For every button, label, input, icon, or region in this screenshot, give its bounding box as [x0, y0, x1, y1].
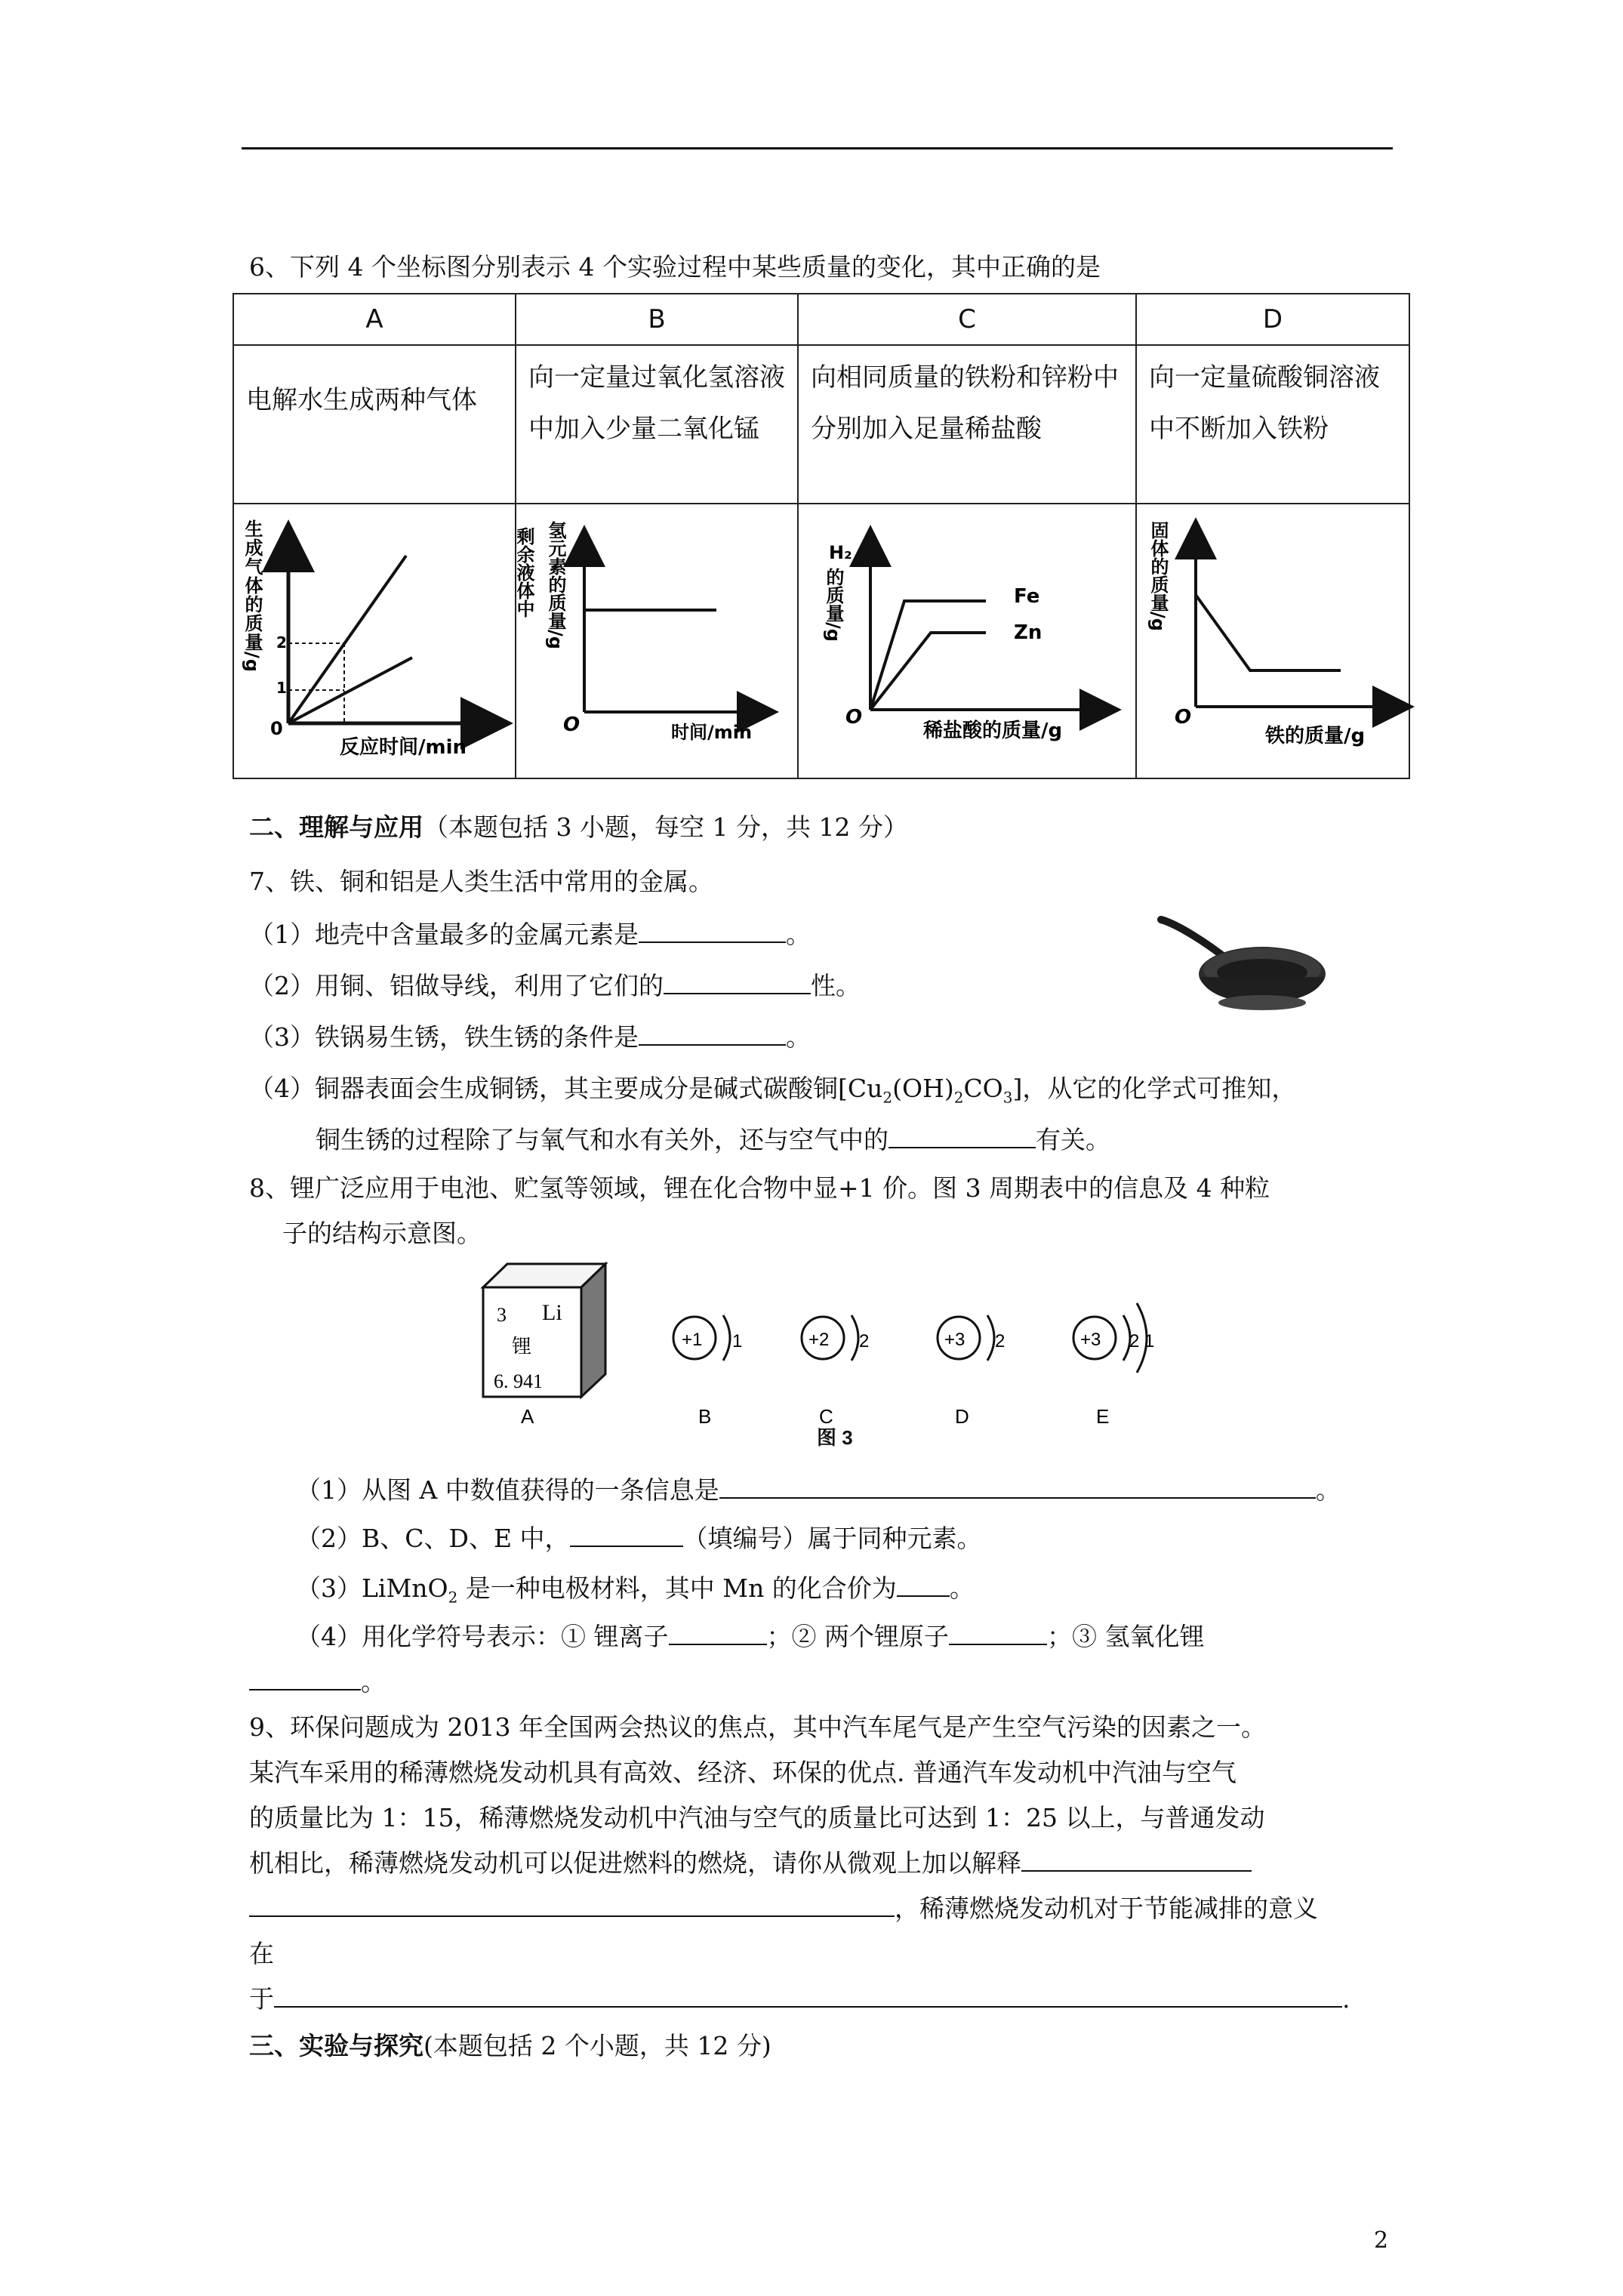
graph-d-origin: O	[1175, 706, 1192, 729]
particle-c	[802, 1315, 869, 1428]
q8-blank-6[interactable]	[249, 1666, 361, 1690]
svg-text:+3: +3	[944, 1330, 965, 1350]
q6-graph-a	[233, 504, 516, 778]
graph-d-ylabel: 固体的质量/g	[1147, 521, 1169, 631]
q6-stem: 6、下列 4 个坐标图分别表示 4 个实验过程中某些质量的变化，其中正确的是	[249, 252, 1101, 282]
svg-text:锂: 锂	[512, 1336, 532, 1358]
q6-col-c: C	[798, 294, 1136, 345]
svg-text:+2: +2	[808, 1330, 830, 1350]
q6-desc-a: 电解水生成两种气体	[233, 345, 516, 504]
q8-part3: （3）LiMnO$_2$ 是一种电极材料，其中 Mn 的化合价为 。	[296, 1573, 975, 1607]
graph-b-ylabel-left: 剩余液体中	[513, 527, 534, 618]
particle-e	[1073, 1303, 1154, 1428]
svg-text:3: 3	[497, 1304, 507, 1326]
q8-part4: （4）用化学符号表示：① 锂离子 ；② 两个锂原子 ；③ 氢氧化锂	[296, 1622, 1205, 1651]
section3-heading: 三、实验与探究(本题包括 2 个小题，共 12 分)	[249, 2031, 771, 2060]
header-rule	[242, 147, 1393, 149]
q6-desc-b: 向一定量过氧化氢溶液中加入少量二氧化锰	[516, 345, 798, 504]
svg-text:1: 1	[732, 1331, 743, 1351]
figure-3	[468, 1253, 1193, 1450]
q8-part2: （2）B、C、D、E 中， （填编号）属于同种元素。	[296, 1524, 982, 1553]
q8-stem-2: 子的结构示意图。	[282, 1219, 482, 1248]
graph-d-xlabel: 铁的质量/g	[1265, 725, 1366, 747]
graph-a-tick-2: 2	[276, 633, 287, 652]
svg-text:B: B	[698, 1405, 712, 1428]
page-number: 2	[1374, 2227, 1389, 2254]
q6-desc-d: 向一定量硫酸铜溶液中不断加入铁粉	[1136, 345, 1409, 504]
q8-blank-2[interactable]	[570, 1523, 683, 1547]
q7-part4: （4）铜器表面会生成铜锈，其主要成分是碱式碳酸铜$[Cu_2(OH)_2CO_3]$，从它的化学式可推知，	[249, 1074, 1297, 1107]
q7-blank-1[interactable]	[639, 919, 786, 943]
q8-stem-1: 8、锂广泛应用于电池、贮氢等领域，锂在化合物中显+1 价。图 3 周期表中的信息及 4 种粒	[249, 1173, 1270, 1203]
svg-text:6. 941: 6. 941	[494, 1370, 543, 1392]
svg-text:E: E	[1096, 1405, 1110, 1428]
q7-blank-3[interactable]	[639, 1022, 786, 1046]
q6-col-d: D	[1136, 294, 1409, 345]
figure-3-caption: 图 3	[817, 1426, 853, 1449]
graph-c-ylabel-top: H₂	[829, 542, 852, 563]
q9-line-5: ，稀薄燃烧发动机对于节能减排的意义	[249, 1892, 1318, 1925]
graph-c-xlabel: 稀盐酸的质量/g	[923, 720, 1063, 742]
q6-graph-b	[513, 504, 798, 778]
q7-blank-4[interactable]	[888, 1124, 1036, 1148]
svg-text:D: D	[955, 1405, 969, 1428]
q7-part4-line2: 铜生锈的过程除了与氧气和水有关外，还与空气中的 有关。	[316, 1125, 1110, 1154]
q8-part1: （1）从图 A 中数值获得的一条信息是 。	[296, 1475, 1341, 1505]
particle-b	[673, 1315, 742, 1428]
q9-line-7: 于 .	[249, 1984, 1350, 2014]
q9-line-1: 9、环保问题成为 2013 年全国两会热议的焦点，其中汽车尾气是产生空气污染的因素之一。	[249, 1712, 1266, 1742]
q8-part4-line2: 。	[249, 1666, 386, 1699]
q9-blank-2[interactable]	[249, 1893, 895, 1917]
q8-blank-5[interactable]	[949, 1621, 1047, 1645]
q7-blank-2[interactable]	[664, 970, 811, 994]
q6-col-a: A	[233, 294, 516, 345]
q7-stem: 7、铁、铜和铝是人类生活中常用的金属。	[249, 867, 713, 896]
graph-b-ylabel-right: 氢元素的质量/g	[545, 521, 566, 649]
graph-a-tick-1: 1	[276, 679, 287, 697]
graph-a-ylabel: 生成气体的质量/g	[242, 519, 263, 673]
svg-text:2: 2	[995, 1331, 1006, 1351]
q9-blank-3[interactable]	[274, 1983, 1342, 2008]
element-cell-label: A	[521, 1405, 534, 1428]
graph-b-origin: O	[563, 713, 581, 736]
particle-d	[938, 1315, 1005, 1428]
svg-text:C: C	[819, 1405, 833, 1428]
q8-blank-3[interactable]	[897, 1573, 950, 1597]
q9-line-6: 在	[249, 1939, 274, 1968]
q6-graph-c	[798, 504, 1136, 778]
svg-text:Li: Li	[542, 1300, 562, 1325]
q6-table	[233, 293, 1410, 779]
svg-text:2: 2	[859, 1331, 870, 1351]
graph-c-ylabel: 的质量/g	[823, 568, 844, 642]
svg-text:2 1: 2 1	[1129, 1331, 1155, 1351]
graph-a-origin: 0	[270, 718, 283, 739]
graph-a-xlabel: 反应时间/min	[340, 736, 467, 759]
q7-part1: （1）地壳中含量最多的金属元素是 。	[249, 920, 811, 949]
q9-blank-1[interactable]	[1021, 1848, 1252, 1872]
svg-text:+1: +1	[682, 1330, 703, 1350]
frying-pan-image	[1155, 914, 1329, 1027]
q7-part3: （3）铁锅易生锈，铁生锈的条件是 。	[249, 1022, 811, 1052]
q8-blank-1[interactable]	[719, 1475, 1316, 1499]
graph-c-series-fe: Fe	[1014, 585, 1040, 608]
q6-graph-d	[1136, 504, 1409, 778]
element-cell-li	[483, 1264, 605, 1397]
q9-line-4: 机相比，稀薄燃烧发动机可以促进燃料的燃烧，请你从微观上加以解释	[249, 1847, 1252, 1880]
q6-desc-c: 向相同质量的铁粉和锌粉中分别加入足量稀盐酸	[798, 345, 1136, 504]
section2-heading: 二、理解与应用（本题包括 3 小题，每空 1 分，共 12 分）	[249, 812, 908, 842]
graph-c-origin: O	[845, 706, 863, 729]
q9-line-3: 的质量比为 1：15，稀薄燃烧发动机中汽油与空气的质量比可达到 1：25 以上，与普通发动	[249, 1803, 1265, 1832]
graph-c-series-zn: Zn	[1014, 621, 1042, 644]
q7-part2: （2）用铜、铝做导线，利用了它们的 性。	[249, 971, 861, 1000]
svg-text:+3: +3	[1080, 1330, 1101, 1350]
q9-line-2: 某汽车采用的稀薄燃烧发动机具有高效、经济、环保的优点. 普通汽车发动机中汽油与空气	[249, 1758, 1236, 1787]
q6-col-b: B	[516, 294, 798, 345]
graph-b-xlabel: 时间/min	[671, 722, 753, 743]
q8-blank-4[interactable]	[669, 1621, 767, 1645]
